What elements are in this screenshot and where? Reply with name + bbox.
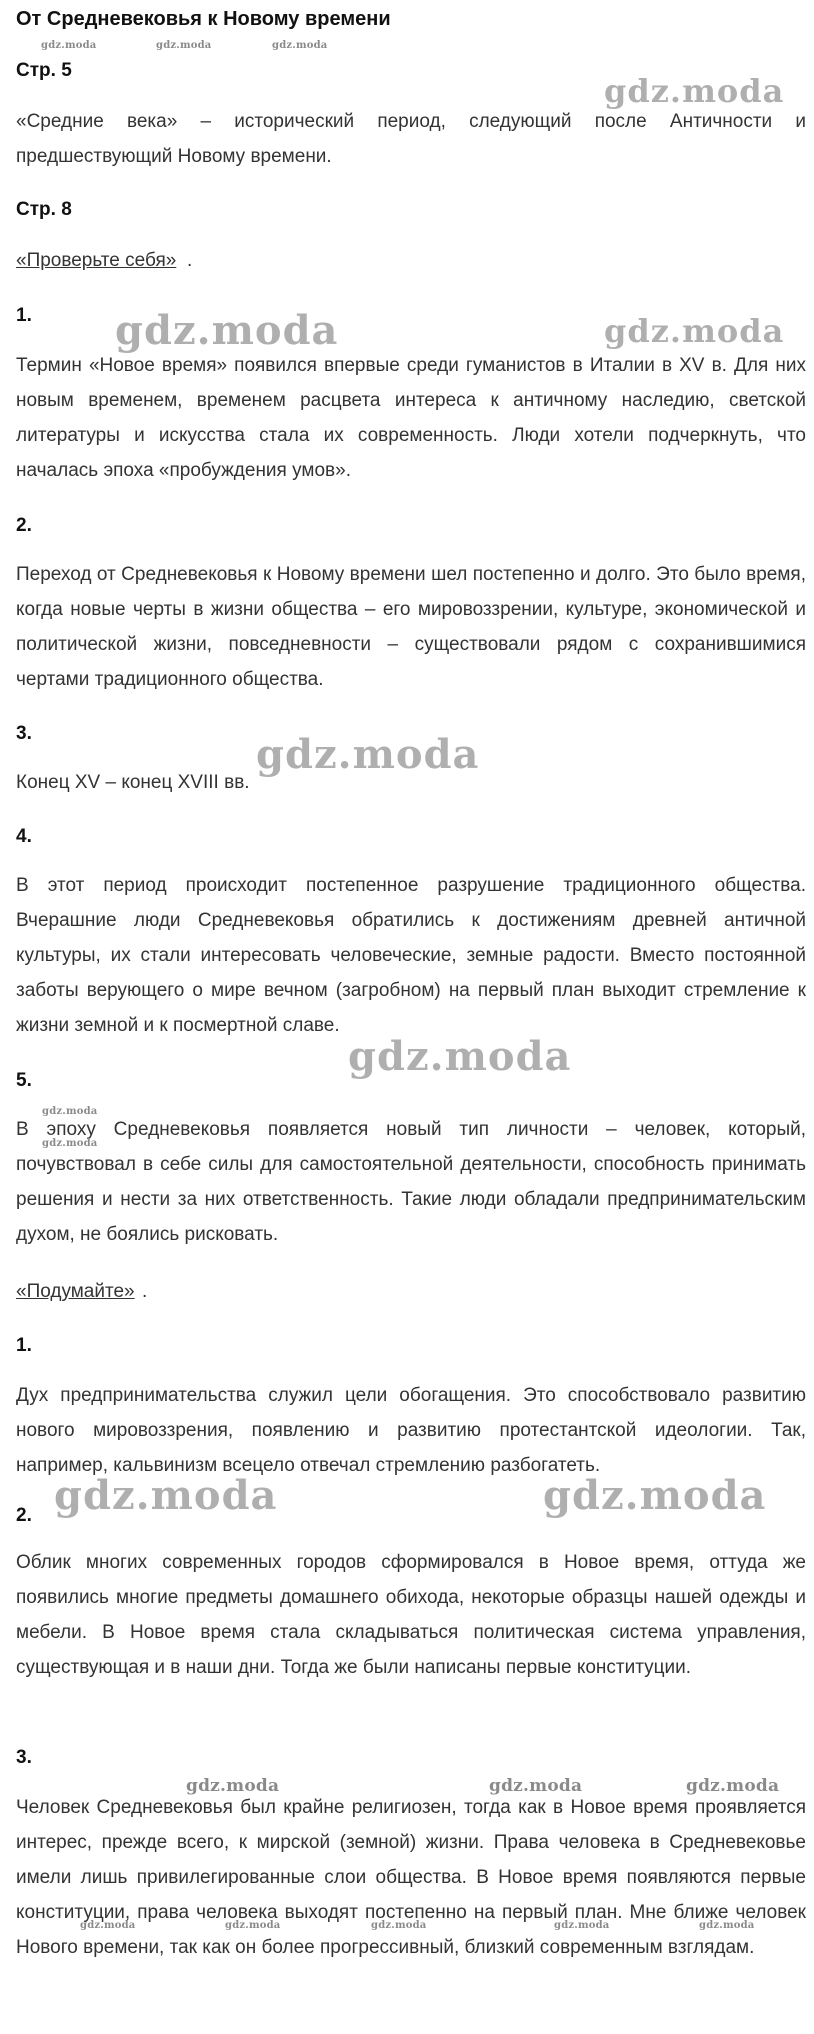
- check-item-3-text: Конец XV – конец XVIII вв.: [16, 772, 250, 793]
- check-item-1-number: 1.: [16, 305, 32, 326]
- watermark: gdz.moda: [272, 40, 328, 51]
- check-yourself-suffix: .: [187, 250, 193, 271]
- page-8-label: Стр. 8: [16, 199, 72, 220]
- watermark: gdz.moda: [543, 1472, 767, 1519]
- think-item-2-text: Облик многих современных городов сформировался в Новое время, оттуда же появились многие предметы домашнего обихода, некоторые образцы нашей одежды и мебели. В Новое время стала складываться политическая система управления, существующая и в наши дни. Тогда же были написаны первые конституции.: [16, 1552, 806, 1678]
- watermark: gdz.moda: [699, 1920, 755, 1931]
- watermark: gdz.moda: [686, 1776, 780, 1796]
- check-yourself-heading[interactable]: [16, 247, 176, 275]
- watermark: gdz.moda: [156, 40, 212, 51]
- check-item-2-number: 2.: [16, 515, 32, 536]
- watermark: gdz.moda: [80, 1920, 136, 1931]
- check-item-2-text: Переход от Средневековья к Новому времени шел постепенно и долго. Это было время, когда новые черты в жизни общества – его мировоззрении, культуре, экономической и политической жизни, повседневности – существовали рядом с сохранившимися чертами традиционного общества.: [16, 564, 806, 690]
- watermark: gdz.moda: [54, 1472, 278, 1519]
- watermark: gdz.moda: [371, 1920, 427, 1931]
- think-heading[interactable]: [16, 1278, 135, 1306]
- think-item-1-text: Дух предпринимательства служил цели обогащения. Это способствовало развитию нового мировоззрения, появлению и развитию протестантской идеологии. Так, например, кальвинизм всецело отвечал стремлению разбогатеть.: [16, 1385, 806, 1476]
- watermark: gdz.moda: [41, 40, 97, 51]
- watermark: gdz.moda: [604, 72, 785, 110]
- page-5-label: Стр. 5: [16, 60, 72, 81]
- check-item-4-number: 4.: [16, 826, 32, 847]
- think-suffix: .: [142, 1281, 148, 1302]
- document-page: [16, 6, 806, 38]
- document-title: От Средневековья к Новому времени: [16, 8, 391, 30]
- think-link[interactable]: «Подумайте»: [16, 1281, 135, 1302]
- watermark: gdz.moda: [554, 1920, 610, 1931]
- watermark: gdz.moda: [604, 312, 785, 350]
- check-item-1-text: Термин «Новое время» появился впервые среди гуманистов в Италии в XV в. Для них новым временем, временем расцвета интереса к античному наследию, светской литературы и искусства стала их современность. Люди хотели подчеркнуть, что началась эпоха «пробуждения умов».: [16, 355, 806, 481]
- watermark: gdz.moda: [348, 1033, 572, 1080]
- check-item-5-number: 5.: [16, 1070, 32, 1091]
- watermark: gdz.moda: [256, 731, 480, 778]
- watermark: gdz.moda: [115, 307, 339, 354]
- watermark: gdz.moda: [225, 1920, 281, 1931]
- check-yourself-link[interactable]: «Проверьте себя»: [16, 250, 177, 271]
- think-item-3-number: 3.: [16, 1747, 32, 1768]
- watermark: gdz.moda: [42, 1106, 98, 1117]
- think-item-1-number: 1.: [16, 1335, 32, 1356]
- watermark: gdz.moda: [186, 1776, 280, 1796]
- check-item-3-number: 3.: [16, 723, 32, 744]
- think-item-3-text: Человек Средневековья был крайне религиозен, тогда как в Новое время проявляется интерес, прежде всего, к мирской (земной) жизни. Права человека в Средневековье имели лишь привилегированные слои общества. В Новое время появляются первые конституции, права человека выходят постепенно на первый план. Мне ближе человек Нового времени, так как он более прогрессивный, близкий современным взглядам.: [16, 1797, 806, 1958]
- check-item-5-text: В эпоху Средневековья появляется новый тип личности – человек, который, почувствовал в себе силы для самостоятельной деятельности, способность принимать решения и нести за них ответственность. Такие люди обладали предпринимательским духом, не боялись рисковать.: [16, 1119, 806, 1245]
- watermark: gdz.moda: [42, 1138, 98, 1149]
- watermark: gdz.moda: [489, 1776, 583, 1796]
- think-item-2-number: 2.: [16, 1505, 32, 1526]
- page-5-text: «Средние века» – исторический период, следующий после Античности и предшествующий Новому времени.: [16, 111, 806, 167]
- check-item-4-text: В этот период происходит постепенное разрушение традиционного общества. Вчерашние люди Средневековья обратились к достижениям древней античной культуры, их стали интересовать человеческие, земные радости. Вместо постоянной заботы верующего о мире вечном (загробном) на первый план выходит стремление к жизни земной и к посмертной славе.: [16, 875, 806, 1036]
